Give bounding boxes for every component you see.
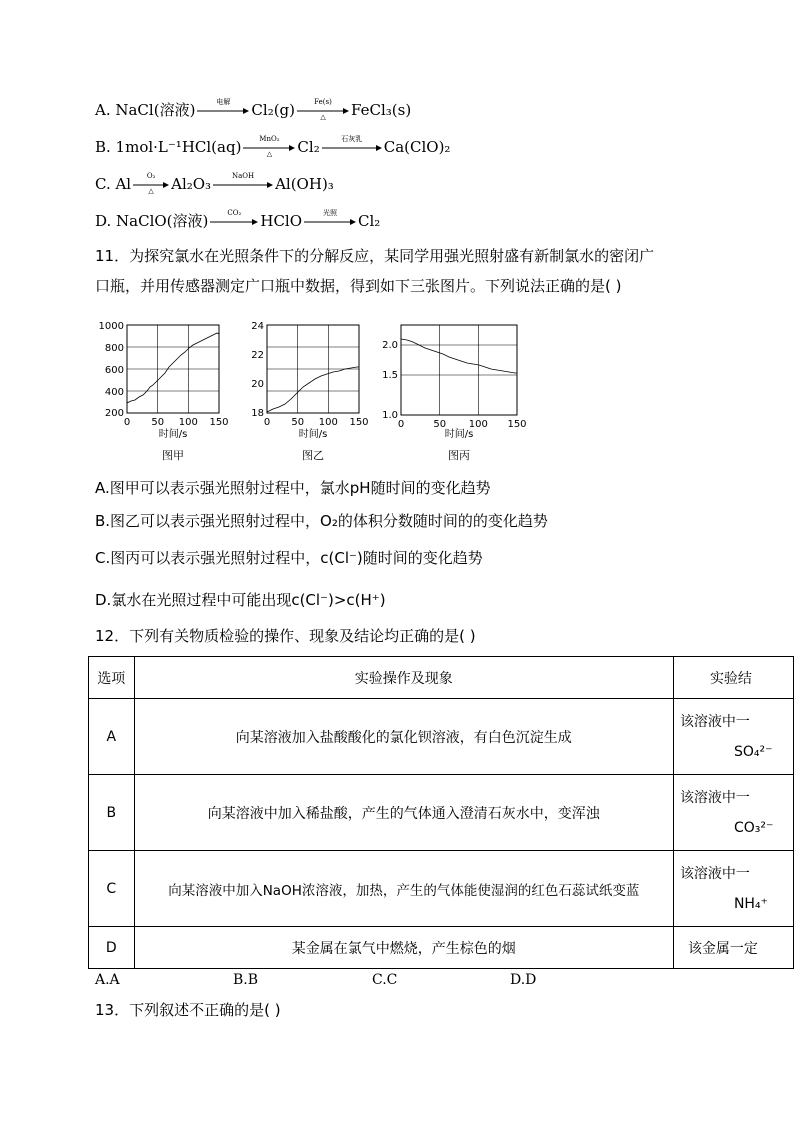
- bing-ytick-1.0: 1.0: [382, 410, 398, 421]
- table-row: [89, 927, 794, 969]
- jia-ytick-600: 600: [104, 365, 124, 376]
- header-operation: 实验操作及现象: [134, 657, 673, 699]
- row-operation: 某金属在氯气中燃烧，产生棕色的烟: [134, 927, 673, 969]
- row-conclusion: 该金属一定: [673, 927, 793, 969]
- jia-ytick-1000: 1000: [98, 321, 124, 332]
- bing-xlabel: 时间/s: [444, 429, 474, 440]
- row-conclusion: 该溶液中一 SO₄²⁻: [673, 699, 793, 775]
- graph-bing: [382, 325, 526, 462]
- q11-option-c: C.图丙可以表示强光照射过程中，c(Cl⁻)随时间的变化趋势: [95, 549, 483, 567]
- graphs-svg: [95, 315, 535, 465]
- q11-option-d: D.氯水在光照过程中可能出现c(Cl⁻)>c(H⁺): [95, 591, 386, 609]
- bing-ytick-1.5: 1.5: [382, 370, 398, 381]
- yi-xtick-50: 50: [291, 417, 305, 428]
- row-option: D: [89, 927, 135, 969]
- q11-option-a: A.图甲可以表示强光照射过程中，氯水pH随时间的变化趋势: [95, 479, 491, 497]
- row-conclusion: 该溶液中一 CO₃²⁻: [673, 775, 793, 851]
- q10-option-b: B. 1mol·L⁻¹HCl(aq) MnO₂ △ Cl₂ 石灰乳 Ca(ClO)₂: [95, 135, 451, 158]
- q12-answer-d: D.D: [510, 972, 537, 988]
- yi-xtick-0: 0: [263, 417, 271, 428]
- q12-answer-c: C.C: [372, 972, 398, 988]
- yi-ytick-24: 24: [251, 321, 264, 332]
- bing-xtick-100: 100: [468, 419, 488, 430]
- bing-xtick-0: 0: [397, 419, 405, 430]
- bing-xtick-50: 50: [433, 419, 447, 430]
- yi-ytick-20: 20: [251, 379, 264, 390]
- jia-caption: 图甲: [162, 449, 184, 462]
- q11-option-b: B.图乙可以表示强光照射过程中，O₂的体积分数随时间的的变化趋势: [95, 512, 548, 530]
- jia-xlabel: 时间/s: [158, 429, 188, 440]
- row-option: B: [89, 775, 135, 851]
- yi-xlabel: 时间/s: [298, 429, 328, 440]
- table-header-row: [89, 657, 794, 699]
- jia-xtick-50: 50: [151, 417, 165, 428]
- header-option: 选项: [89, 657, 135, 699]
- q10-option-d: D. NaClO(溶液) CO₂ HClO 光照 Cl₂: [95, 209, 381, 230]
- q12-stem: 12．下列有关物质检验的操作、现象及结论均正确的是( ): [95, 627, 476, 645]
- table-row: [89, 699, 794, 775]
- q11-stem-line2: 口瓶，并用传感器测定广口瓶中数据，得到如下三张图片。下列说法正确的是( ): [95, 277, 622, 295]
- yi-xtick-150: 150: [349, 417, 369, 428]
- row-operation: 向某溶液中加入稀盐酸，产生的气体通入澄清石灰水中，变浑浊: [134, 775, 673, 851]
- row-conclusion: 该溶液中一 NH₄⁺: [673, 851, 793, 927]
- header-conclusion: 实验结: [673, 657, 793, 699]
- graph-yi: [251, 321, 368, 462]
- yi-ytick-18: 18: [251, 408, 264, 419]
- jia-xtick-0: 0: [123, 417, 131, 428]
- q12-answer-b: B.B: [233, 972, 259, 988]
- q12-table: [88, 656, 794, 969]
- row-operation: 向某溶液加入盐酸酸化的氯化钡溶液，有白色沉淀生成: [134, 699, 673, 775]
- jia-ytick-800: 800: [104, 343, 124, 354]
- yi-xtick-100: 100: [318, 417, 338, 428]
- bing-caption: 图丙: [448, 449, 470, 462]
- table-row: [89, 775, 794, 851]
- yi-ytick-22: 22: [251, 350, 264, 361]
- yi-caption: 图乙: [302, 449, 324, 462]
- bing-ytick-2.0: 2.0: [382, 340, 398, 351]
- row-option: A: [89, 699, 135, 775]
- table-row: [89, 851, 794, 927]
- row-option: C: [89, 851, 135, 927]
- bing-xtick-150: 150: [507, 419, 527, 430]
- row-operation: 向某溶液中加入NaOH浓溶液，加热，产生的气体能使湿润的红色石蕊试纸变蓝: [134, 851, 673, 927]
- jia-xtick-100: 100: [178, 417, 198, 428]
- q13-stem: 13．下列叙述不正确的是( ): [95, 1001, 281, 1019]
- q10-option-c: C. Al O₂ △ Al₂O₃ NaOH Al(OH)₃: [95, 172, 334, 195]
- q10-option-a: A. NaCl(溶液) 电解 Cl₂(g) Fe(s) △ FeCl₃(s): [95, 98, 412, 121]
- jia-xtick-150: 150: [209, 417, 229, 428]
- q11-stem-line1: 11．为探究氯水在光照条件下的分解反应，某同学用强光照射盛有新制氯水的密闭广: [95, 247, 655, 265]
- jia-ytick-200: 200: [104, 408, 124, 419]
- jia-ytick-400: 400: [104, 387, 124, 398]
- graph-jia: [99, 321, 229, 462]
- q12-answer-a: A.A: [95, 972, 120, 988]
